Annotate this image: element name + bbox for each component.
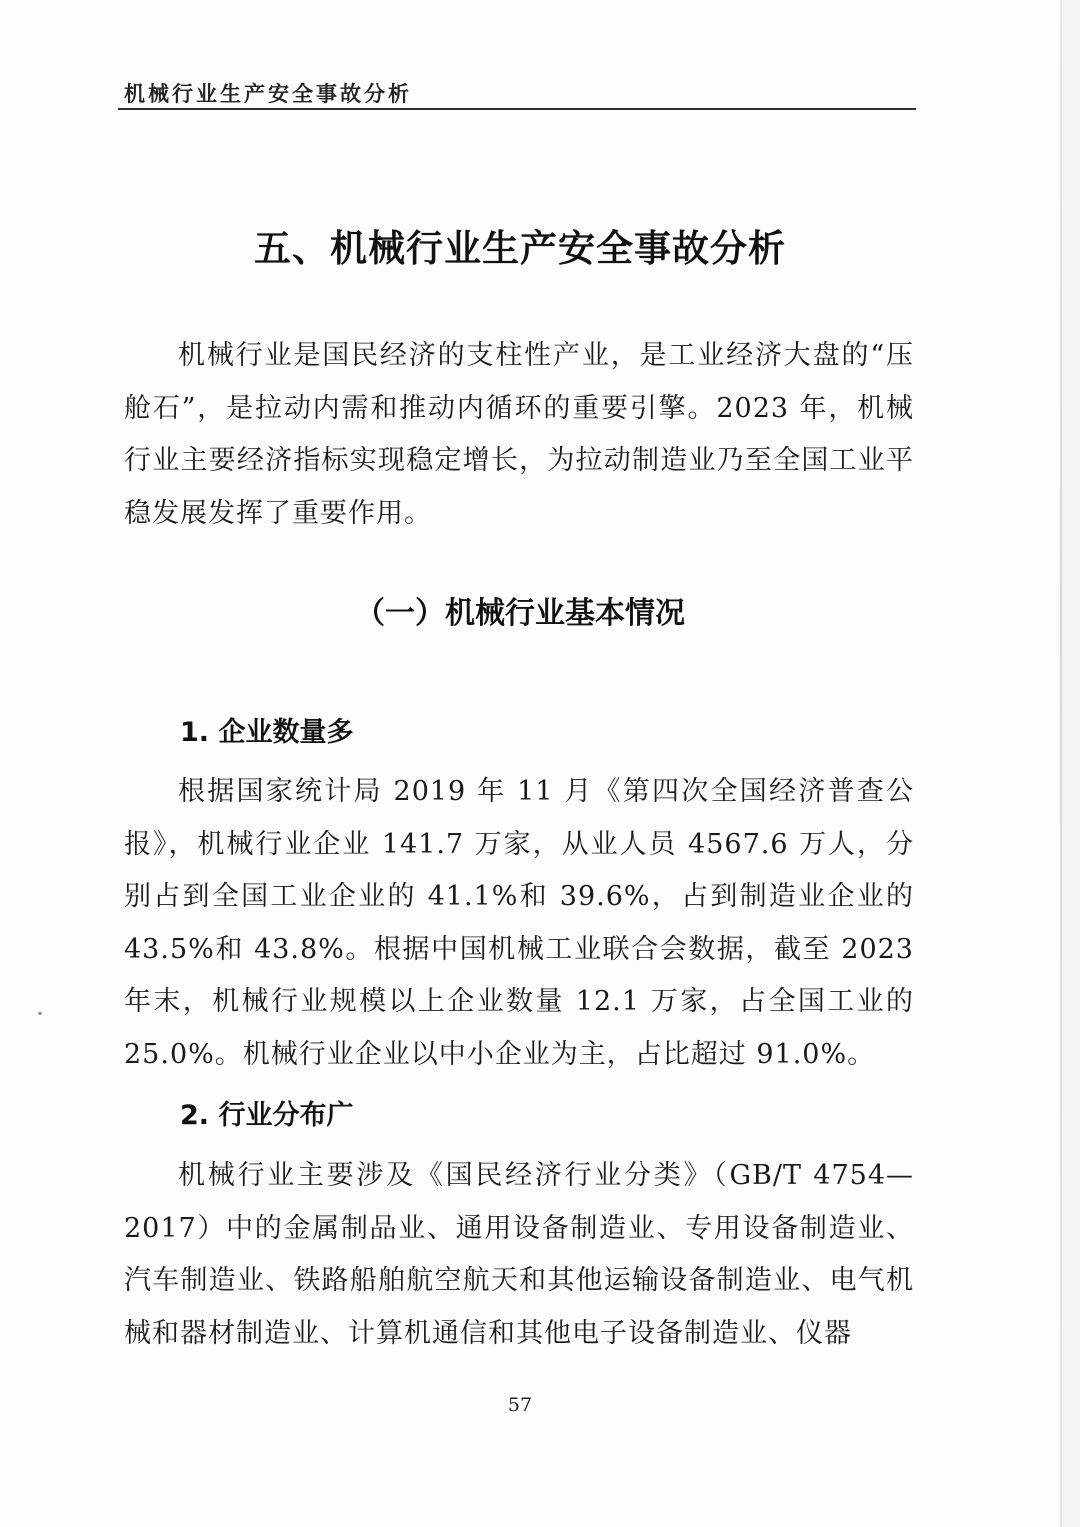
chapter-title: 五、机械行业生产安全事故分析	[254, 227, 786, 270]
scan-edge-line	[1060, 0, 1062, 1527]
page-number: 57	[507, 1394, 533, 1416]
subsection-title-2: 2. 行业分布广	[180, 1100, 354, 1131]
header-rule	[118, 108, 916, 110]
intro-paragraph: 机械行业是国民经济的支柱性产业，是工业经济大盘的“压舱石”，是拉动内需和推动内循环的重要引擎。2023 年，机械行业主要经济指标实现稳定增长，为拉动制造业乃至全国工业平稳发展发挥了重要作用。	[124, 340, 914, 529]
scan-margin	[1062, 0, 1080, 1527]
subsection-title-1: 1. 企业数量多	[180, 717, 354, 748]
scan-speck	[38, 1012, 42, 1015]
running-header: 机械行业生产安全事故分析	[124, 82, 412, 106]
subsection-body-1: 根据国家统计局 2019 年 11 月《第四次全国经济普查公报》，机械行业企业 141.7 万家，从业人员 4567.6 万人，分别占到全国工业企业的 41.1%和 39.6%，占到制造业企业的 43.5%和 43.8%。根据中国机械工业联合会数据，截至 2023 年末，机械行业规模以上企业数量 12.1 万家，占全国工业的 25.0%。机械行业企业以中小企业为主，占比超过 91.0%。	[124, 776, 914, 1070]
subsection-body-2: 机械行业主要涉及《国民经济行业分类》（GB/T 4754—2017）中的金属制品业、通用设备制造业、专用设备制造业、汽车制造业、铁路船舶航空航天和其他运输设备制造业、电气机械和器材制造业、计算机通信和其他电子设备制造业、仪器	[124, 1160, 914, 1349]
section-title: （一）机械行业基本情况	[355, 596, 685, 631]
